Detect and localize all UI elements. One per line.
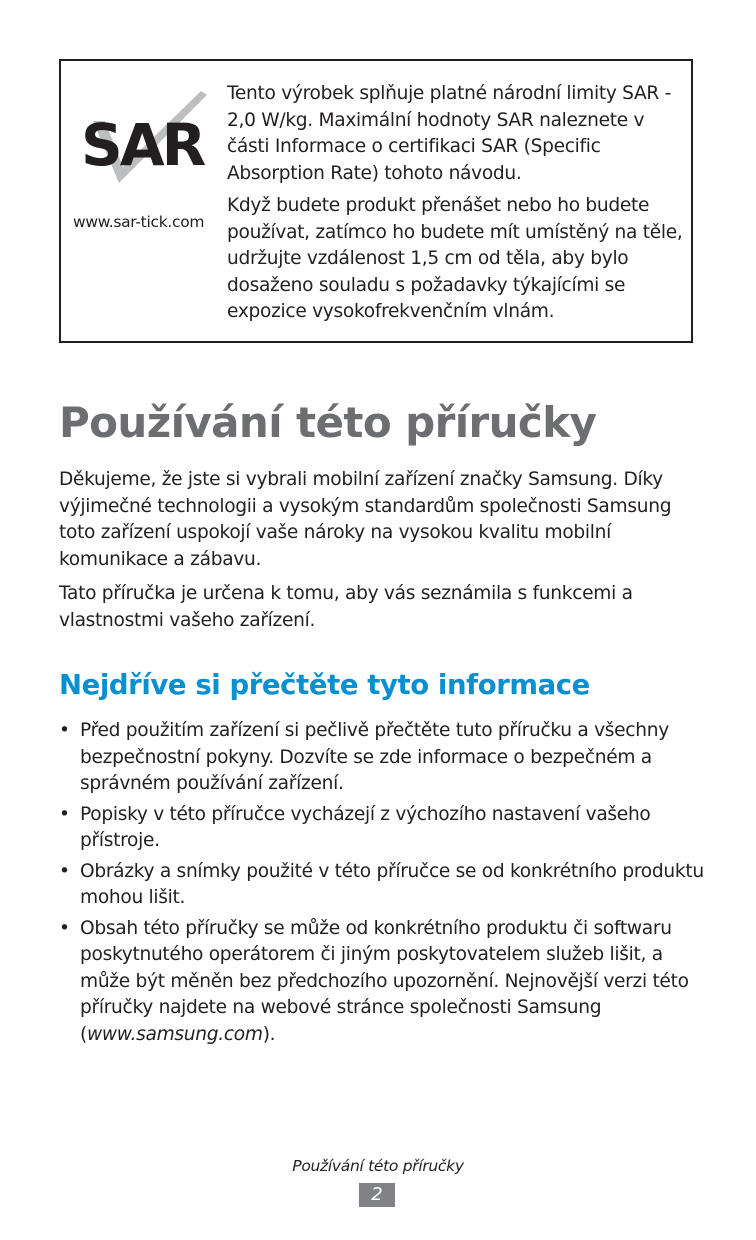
list-item: • Obrázky a snímky použité v této příručce se od konkrétního produktu mohou lišit. bbox=[59, 859, 704, 912]
sar-text bbox=[227, 81, 689, 332]
intro-paragraph: Děkujeme, že jste si vybrali mobilní zařízení značky Samsung. Díky výjimečné technologii a vysokým standardům společnosti Samsung toto zařízení uspokojí vaše nároky na vysokou kvalitu mobilní komunikace a zábavu. bbox=[59, 469, 672, 570]
page-title: Používání této příručky bbox=[59, 398, 597, 447]
bullet-list bbox=[59, 718, 704, 1052]
sar-url: www.sar-tick.com bbox=[73, 213, 205, 231]
list-item: • Před použitím zařízení si pečlivě přečtěte tuto příručku a všechny bezpečnostní pokyny. Dozvíte se zde informace o bezpečném a správném používání zařízení. bbox=[59, 718, 704, 798]
page-number-badge: 2 bbox=[359, 1183, 395, 1207]
sar-notice-box bbox=[59, 59, 693, 343]
samsung-link[interactable]: www.samsung.com bbox=[86, 1023, 263, 1045]
sar-paragraph: Když budete produkt přenášet nebo ho budete používat, zatímco ho budete mít umístěný na těle, udržujte vzdálenost 1,5 cm od těla, aby bylo dosaženo souladu s požadavky týkajícími se expozice vysokofrekvenčním vlnám. bbox=[227, 195, 683, 322]
list-item-suffix: ). bbox=[262, 1023, 276, 1045]
footer-section-label: Používání této příručky bbox=[292, 1157, 464, 1175]
list-item: • Popisky v této příručce vycházejí z výchozího nastavení vašeho přístroje. bbox=[59, 802, 704, 855]
list-item bbox=[59, 916, 704, 1049]
sar-tick-logo-icon bbox=[79, 91, 215, 201]
sar-paragraph: Tento výrobek splňuje platné národní limity SAR - 2,0 W/kg. Maximální hodnoty SAR naleznete v části Informace o certifikaci SAR (Specific Absorption Rate) tohoto návodu. bbox=[227, 83, 672, 184]
sar-logo-text: SAR bbox=[81, 111, 204, 179]
list-item-text: Obsah této příručky se může od konkrétního produktu či softwaru poskytnutého operátorem či jiným poskytovatelem služeb lišit, a může být měněn bez předchozího upozornění. Nejnovější verzi této příručky najdete na webové stránce společnosti Samsung ( bbox=[80, 917, 689, 1045]
section-title: Nejdříve si přečtěte tyto informace bbox=[59, 669, 590, 701]
intro-text bbox=[59, 467, 699, 642]
intro-paragraph: Tato příručka je určena k tomu, aby vás seznámila s funkcemi a vlastnostmi vašeho zařízení. bbox=[59, 583, 633, 631]
